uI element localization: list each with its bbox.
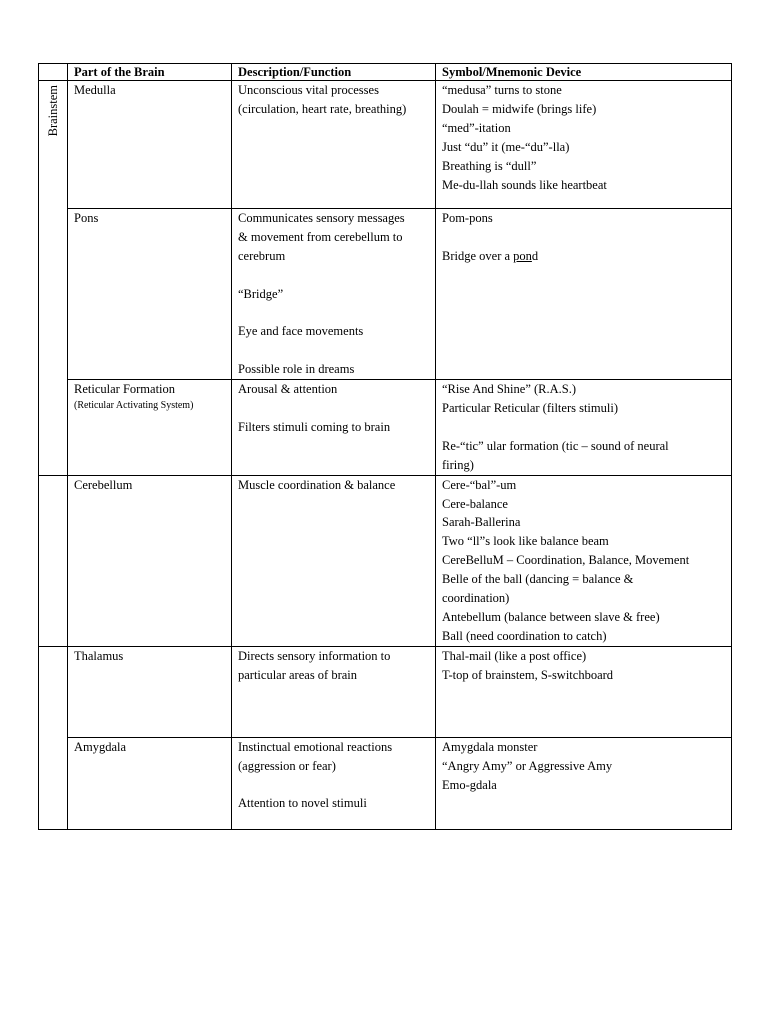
description-line [238, 304, 435, 323]
table-row [39, 475, 732, 646]
mnemonic-cell [436, 81, 732, 209]
table-row [39, 81, 732, 209]
part-cell [68, 646, 232, 737]
description-line [238, 776, 435, 795]
mnemonic-line: Two “ll”s look like balance beam [442, 534, 609, 549]
group-cell-empty [39, 646, 68, 829]
part-cell [68, 209, 232, 380]
mnemonic-line: Belle of the ball (dancing = balance & [442, 572, 634, 587]
description-cell [232, 81, 436, 209]
description-line: (circulation, heart rate, breathing) [238, 101, 407, 116]
mnemonic-text: d [531, 248, 539, 263]
group-brainstem [39, 81, 68, 476]
part-name: Medulla [74, 83, 116, 97]
description-line: Directs sensory information to [238, 648, 391, 663]
table-row [39, 737, 732, 829]
description-cell [232, 380, 436, 476]
mnemonic-cell [436, 209, 732, 380]
mnemonic-line [442, 418, 731, 437]
description-cell [232, 209, 436, 380]
mnemonic-line: Cere-“bal”-um [442, 477, 517, 492]
mnemonic-cell [436, 737, 732, 829]
mnemonic-line: Ball (need coordination to catch) [442, 628, 607, 643]
description-line: (aggression or fear) [238, 758, 336, 773]
mnemonic-line: Breathing is “dull” [442, 158, 537, 173]
mnemonic-line: Antebellum (balance between slave & free) [442, 609, 660, 624]
mnemonic-line [442, 228, 731, 247]
brain-parts-table [38, 63, 732, 830]
description-line: “Bridge” [238, 286, 284, 301]
description-line [238, 266, 435, 285]
header-row [39, 64, 732, 81]
group-cell-empty [39, 475, 68, 646]
header-description: Description/Function [232, 64, 436, 81]
description-line: cerebrum [238, 248, 286, 263]
part-cell [68, 475, 232, 646]
description-line: Possible role in dreams [238, 362, 355, 377]
mnemonic-line: “Rise And Shine” (R.A.S.) [442, 382, 577, 397]
mnemonic-underlined-text: pon [513, 248, 532, 263]
mnemonic-line: Cere-balance [442, 496, 508, 511]
mnemonic-line: Me-du-llah sounds like heartbeat [442, 177, 607, 192]
table-row [39, 209, 732, 380]
description-line: Eye and face movements [238, 324, 364, 339]
mnemonic-cell [436, 475, 732, 646]
mnemonic-text: Bridge over a [442, 248, 514, 263]
header-part: Part of the Brain [68, 64, 232, 81]
description-line [238, 399, 435, 418]
mnemonic-line: Doulah = midwife (brings life) [442, 101, 597, 116]
mnemonic-line: Particular Reticular (filters stimuli) [442, 401, 618, 416]
mnemonic-line: Emo-gdala [442, 777, 497, 792]
mnemonic-line: Thal-mail (like a post office) [442, 648, 587, 663]
mnemonic-line: Amygdala monster [442, 739, 538, 754]
description-line: Communicates sensory messages [238, 211, 405, 225]
part-name: Amygdala [74, 739, 127, 754]
description-line: Instinctual emotional reactions [238, 739, 393, 754]
description-line: Muscle coordination & balance [238, 477, 396, 492]
header-mnemonic: Symbol/Mnemonic Device [436, 64, 732, 81]
mnemonic-line: Re-“tic” ular formation (tic – sound of neural [442, 438, 669, 453]
mnemonic-line: coordination) [442, 591, 510, 606]
description-cell [232, 475, 436, 646]
description-cell [232, 737, 436, 829]
part-cell [68, 380, 232, 476]
mnemonic-line [442, 247, 731, 266]
mnemonic-line: “medusa” turns to stone [442, 83, 562, 97]
mnemonic-cell [436, 646, 732, 737]
part-name: Thalamus [74, 648, 124, 663]
description-line: Arousal & attention [238, 382, 338, 397]
group-label-brainstem: Brainstem [46, 85, 60, 137]
description-line [238, 341, 435, 360]
mnemonic-line: T-top of brainstem, S-switchboard [442, 667, 614, 682]
part-name: Pons [74, 211, 99, 225]
description-line: Attention to novel stimuli [238, 796, 367, 811]
mnemonic-line: “med”-itation [442, 120, 511, 135]
part-cell [68, 81, 232, 209]
description-line: & movement from cerebellum to [238, 229, 403, 244]
mnemonic-line: “Angry Amy” or Aggressive Amy [442, 758, 613, 773]
mnemonic-line: Sarah-Ballerina [442, 515, 521, 530]
description-line: Filters stimuli coming to brain [238, 419, 391, 434]
mnemonic-cell [436, 380, 732, 476]
part-name: Reticular Formation [74, 382, 176, 397]
table-row [39, 380, 732, 476]
table-row [39, 646, 732, 737]
mnemonic-line: Pom-pons [442, 211, 493, 225]
description-cell [232, 646, 436, 737]
description-line: Unconscious vital processes [238, 83, 379, 97]
part-name: Cerebellum [74, 477, 133, 492]
part-cell [68, 737, 232, 829]
mnemonic-line: Just “du” it (me-“du”-lla) [442, 139, 570, 154]
description-line: particular areas of brain [238, 667, 358, 682]
part-subtitle: (Reticular Activating System) [74, 400, 194, 412]
mnemonic-line: CereBelluM – Coordination, Balance, Movement [442, 553, 690, 568]
mnemonic-line: firing) [442, 457, 474, 472]
header-group-cell [39, 64, 68, 81]
